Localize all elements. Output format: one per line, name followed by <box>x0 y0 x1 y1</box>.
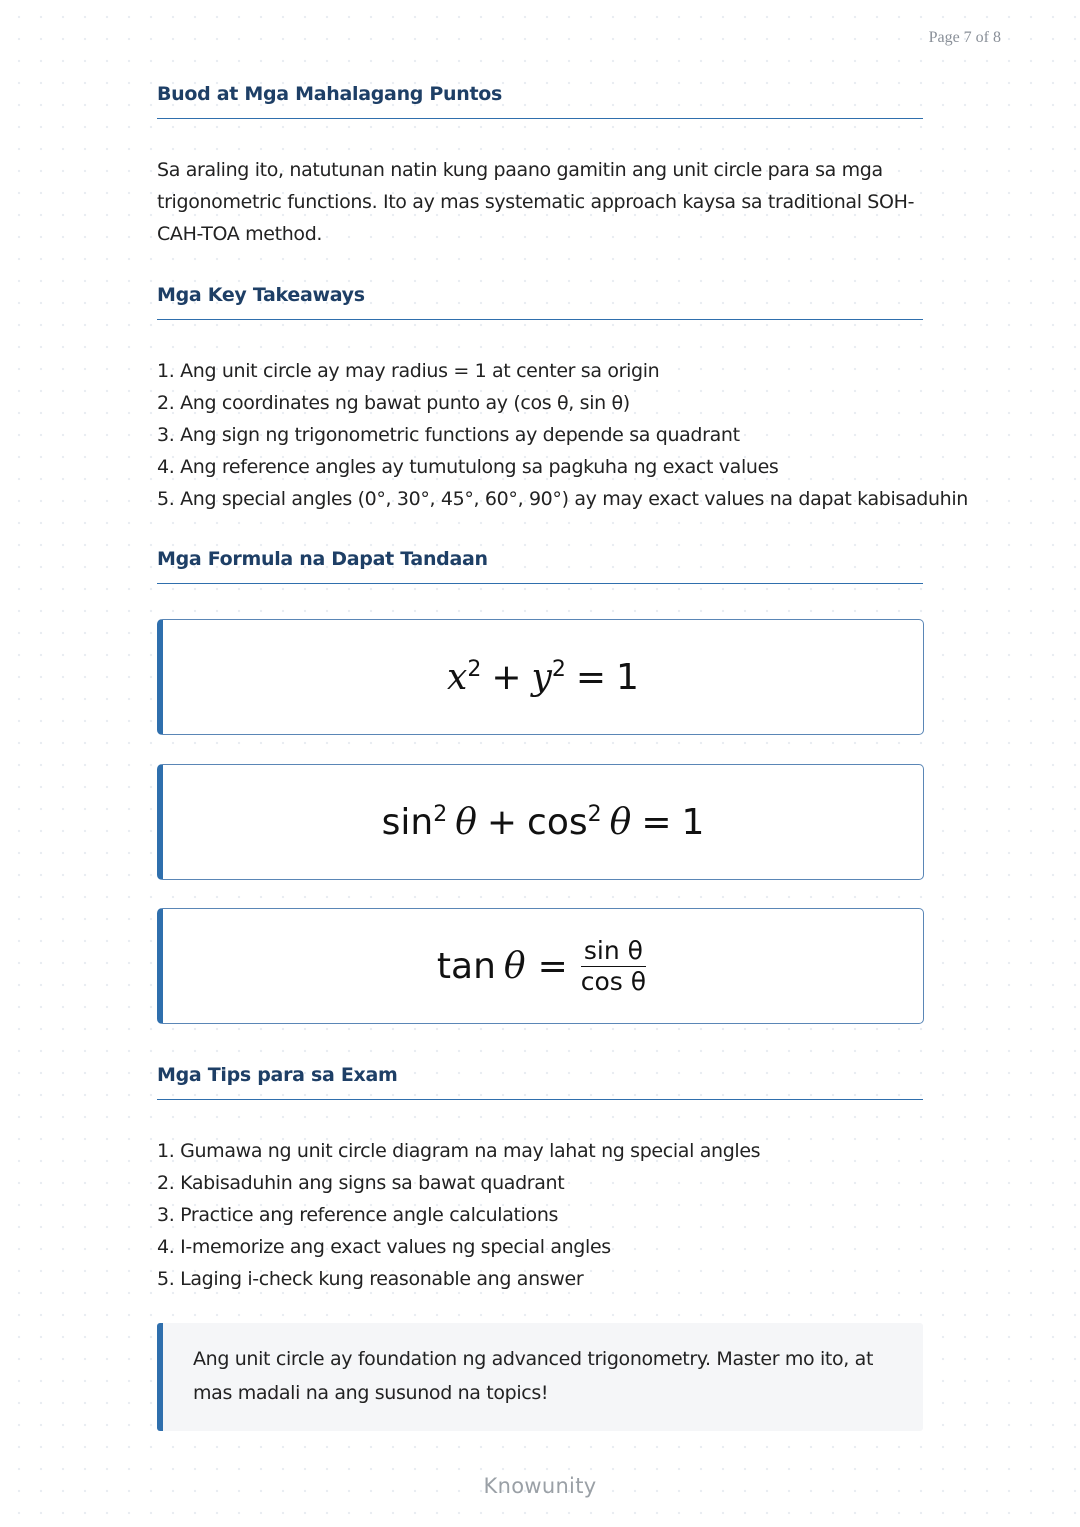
formula-operator: = <box>537 945 568 987</box>
formula-pythagorean-identity <box>382 802 705 843</box>
formula-tangent <box>437 937 649 996</box>
callout-note: Ang unit circle ay foundation ng advanced trigonometry. Master mo ito, at mas madali na ang susunod na topics! <box>157 1323 923 1431</box>
exam-tips-heading: Mga Tips para sa Exam <box>157 1064 923 1100</box>
formula-function: cos <box>527 801 588 843</box>
formula-exponent: 2 <box>433 801 448 827</box>
formula-value: 1 <box>681 801 705 843</box>
formula-variable: θ <box>503 945 526 987</box>
footer-brand-logo: Knowunity <box>483 1474 597 1498</box>
formula-function: sin <box>381 801 434 843</box>
formula-box-unit-circle <box>157 619 924 735</box>
list-item: 3. Practice ang reference angle calculations <box>157 1204 559 1226</box>
summary-paragraph: Sa araling ito, natutunan natin kung paano gamitin ang unit circle para sa mga trigonometric functions. Ito ay mas systematic approach kaysa sa traditional SOH-CAH-TOA method. <box>157 159 915 245</box>
formula-function: tan <box>436 945 496 987</box>
formula-value: 1 <box>616 656 639 698</box>
exam-tips-list <box>157 1135 923 1295</box>
list-item: 5. Laging i-check kung reasonable ang answer <box>157 1268 584 1290</box>
takeaways-list <box>157 355 968 515</box>
takeaways-heading: Mga Key Takeaways <box>157 284 923 320</box>
formulas-heading: Mga Formula na Dapat Tandaan <box>157 548 923 584</box>
list-item: 3. Ang sign ng trigonometric functions ay depende sa quadrant <box>157 424 740 446</box>
list-item: 2. Kabisaduhin ang signs sa bawat quadrant <box>157 1172 565 1194</box>
formula-variable: y <box>531 656 552 698</box>
formula-operator: = <box>575 656 607 698</box>
formula-operator: + <box>491 656 522 698</box>
formula-fraction <box>578 937 649 996</box>
list-item: 1. Ang unit circle ay may radius = 1 at center sa origin <box>157 360 660 382</box>
list-item: 4. Ang reference angles ay tumutulong sa pagkuha ng exact values <box>157 456 779 478</box>
fraction-numerator: sin θ <box>581 937 646 967</box>
list-item: 2. Ang coordinates ng bawat punto ay (cos θ, sin θ) <box>157 392 630 414</box>
page-number: Page 7 of 8 <box>928 29 1001 46</box>
formula-exponent: 2 <box>551 656 566 682</box>
list-item: 1. Gumawa ng unit circle diagram na may lahat ng special angles <box>157 1140 761 1162</box>
formula-exponent: 2 <box>467 656 482 682</box>
fraction-denominator: cos θ <box>580 966 647 996</box>
formula-box-tangent <box>157 908 924 1024</box>
formula-operator: = <box>641 801 672 843</box>
formula-variable: x <box>447 656 468 698</box>
summary-heading: Buod at Mga Mahalagang Puntos <box>157 83 923 119</box>
formula-unit-circle <box>447 657 639 698</box>
formula-variable: θ <box>609 801 632 843</box>
formula-variable: θ <box>455 801 477 843</box>
list-item: 4. I-memorize ang exact values ng special angles <box>157 1236 611 1258</box>
list-item: 5. Ang special angles (0°, 30°, 45°, 60°, 90°) ay may exact values na dapat kabisaduhin <box>157 488 968 510</box>
formula-operator: + <box>486 801 518 843</box>
formula-exponent: 2 <box>587 801 602 827</box>
formula-box-pythagorean-identity <box>157 764 924 880</box>
